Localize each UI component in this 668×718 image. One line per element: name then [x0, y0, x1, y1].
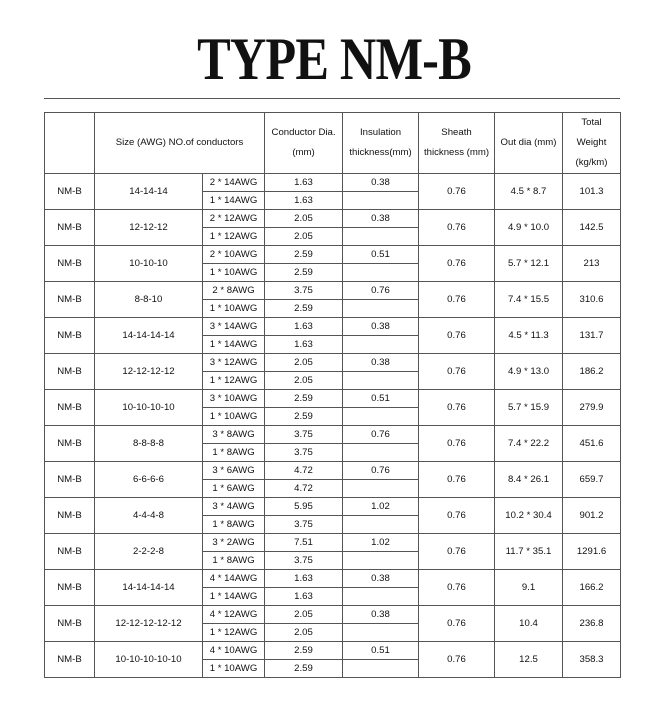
- cell-insulation: 0.76: [343, 282, 419, 300]
- header-sheath: [419, 113, 495, 174]
- page-title: TYPE NM-B: [197, 26, 471, 92]
- cell-insulation: 0.76: [343, 462, 419, 480]
- cell-conductors: 1 * 14AWG: [203, 336, 265, 354]
- cell-out-dia: 4.5 * 11.3: [495, 318, 563, 354]
- cell-insulation: [343, 660, 419, 678]
- cell-sheath: 0.76: [419, 282, 495, 318]
- cell-insulation: 0.38: [343, 570, 419, 588]
- table-row: [45, 354, 621, 372]
- cell-insulation: 1.02: [343, 498, 419, 516]
- cell-total-weight: 451.6: [563, 426, 621, 462]
- header-conductor-dia-line1: Conductor Dia.: [271, 127, 336, 138]
- table-row: [45, 570, 621, 588]
- cell-sheath: 0.76: [419, 246, 495, 282]
- cell-conductors: 1 * 10AWG: [203, 408, 265, 426]
- cell-insulation: [343, 552, 419, 570]
- cell-conductors: 4 * 14AWG: [203, 570, 265, 588]
- cell-sheath: 0.76: [419, 570, 495, 606]
- cell-insulation: [343, 300, 419, 318]
- cell-conductors: 2 * 12AWG: [203, 210, 265, 228]
- cell-insulation: [343, 264, 419, 282]
- table-row: [45, 174, 621, 192]
- cell-conductor-dia: 2.05: [265, 606, 343, 624]
- header-total-weight: [563, 113, 621, 174]
- cell-size: 8-8-8-8: [95, 426, 203, 462]
- cell-size: 10-10-10: [95, 246, 203, 282]
- cell-total-weight: 166.2: [563, 570, 621, 606]
- cell-total-weight: 310.6: [563, 282, 621, 318]
- cell-sheath: 0.76: [419, 354, 495, 390]
- cell-conductor-dia: 5.95: [265, 498, 343, 516]
- cell-conductor-dia: 2.59: [265, 300, 343, 318]
- cell-conductor-dia: 1.63: [265, 174, 343, 192]
- cell-conductors: 3 * 6AWG: [203, 462, 265, 480]
- cell-conductors: 1 * 10AWG: [203, 660, 265, 678]
- cell-out-dia: 4.9 * 13.0: [495, 354, 563, 390]
- cell-type: NM-B: [45, 318, 95, 354]
- cell-conductor-dia: 1.63: [265, 318, 343, 336]
- cell-insulation: 0.51: [343, 642, 419, 660]
- cell-conductors: 3 * 4AWG: [203, 498, 265, 516]
- header-insulation: [343, 113, 419, 174]
- cell-conductor-dia: 4.72: [265, 462, 343, 480]
- cell-size: 2-2-2-8: [95, 534, 203, 570]
- cell-sheath: 0.76: [419, 174, 495, 210]
- cell-sheath: 0.76: [419, 534, 495, 570]
- cell-conductors: 1 * 10AWG: [203, 300, 265, 318]
- cell-conductors: 4 * 12AWG: [203, 606, 265, 624]
- cell-out-dia: 12.5: [495, 642, 563, 678]
- cell-out-dia: 4.5 * 8.7: [495, 174, 563, 210]
- cell-conductor-dia: 1.63: [265, 192, 343, 210]
- cell-conductor-dia: 4.72: [265, 480, 343, 498]
- cell-insulation: [343, 228, 419, 246]
- cell-conductors: 1 * 8AWG: [203, 516, 265, 534]
- cell-out-dia: 5.7 * 12.1: [495, 246, 563, 282]
- cell-out-dia: 8.4 * 26.1: [495, 462, 563, 498]
- table-row: [45, 606, 621, 624]
- cell-insulation: 0.51: [343, 246, 419, 264]
- cell-size: 4-4-4-8: [95, 498, 203, 534]
- header-insulation-line2: thickness(mm): [349, 147, 412, 158]
- cell-conductor-dia: 2.05: [265, 624, 343, 642]
- cell-size: 10-10-10-10: [95, 390, 203, 426]
- cell-conductors: 1 * 12AWG: [203, 228, 265, 246]
- cell-insulation: 0.38: [343, 318, 419, 336]
- cell-out-dia: 7.4 * 22.2: [495, 426, 563, 462]
- cell-type: NM-B: [45, 354, 95, 390]
- header-conductor-dia-line2: (mm): [292, 147, 315, 158]
- cell-insulation: 0.38: [343, 354, 419, 372]
- table-row: [45, 246, 621, 264]
- cell-insulation: 0.38: [343, 174, 419, 192]
- cell-type: NM-B: [45, 606, 95, 642]
- cell-type: NM-B: [45, 642, 95, 678]
- cell-conductor-dia: 2.59: [265, 390, 343, 408]
- cell-total-weight: 131.7: [563, 318, 621, 354]
- cell-type: NM-B: [45, 570, 95, 606]
- table-row: [45, 426, 621, 444]
- cell-out-dia: 11.7 * 35.1: [495, 534, 563, 570]
- table-row: [45, 318, 621, 336]
- cell-size: 14-14-14-14: [95, 318, 203, 354]
- cell-conductors: 1 * 10AWG: [203, 264, 265, 282]
- cell-size: 12-12-12-12: [95, 354, 203, 390]
- title-divider: [44, 98, 620, 99]
- header-weight-line3: (kg/km): [575, 157, 608, 168]
- cell-conductor-dia: 2.59: [265, 642, 343, 660]
- cell-conductors: 2 * 10AWG: [203, 246, 265, 264]
- table-row: [45, 534, 621, 552]
- cell-conductors: 2 * 14AWG: [203, 174, 265, 192]
- cell-conductors: 1 * 8AWG: [203, 552, 265, 570]
- header-sheath-line2: thickness (mm): [424, 147, 490, 158]
- cell-total-weight: 213: [563, 246, 621, 282]
- cell-conductor-dia: 2.59: [265, 246, 343, 264]
- cell-insulation: 0.38: [343, 210, 419, 228]
- table-row: [45, 282, 621, 300]
- cell-conductor-dia: 2.05: [265, 228, 343, 246]
- cell-type: NM-B: [45, 246, 95, 282]
- header-sheath-line1: Sheath: [441, 127, 472, 138]
- header-insulation-line1: Insulation: [359, 127, 402, 138]
- cell-out-dia: 10.2 * 30.4: [495, 498, 563, 534]
- cell-conductors: 1 * 12AWG: [203, 624, 265, 642]
- cell-conductors: 3 * 8AWG: [203, 426, 265, 444]
- cell-type: NM-B: [45, 210, 95, 246]
- cell-conductors: 1 * 6AWG: [203, 480, 265, 498]
- table-body: [45, 174, 621, 678]
- cell-insulation: 0.38: [343, 606, 419, 624]
- cell-insulation: [343, 372, 419, 390]
- cell-size: 12-12-12: [95, 210, 203, 246]
- cell-insulation: 0.76: [343, 426, 419, 444]
- cell-total-weight: 901.2: [563, 498, 621, 534]
- header-size: Size (AWG) NO.of conductors: [95, 113, 265, 174]
- cell-conductors: 2 * 8AWG: [203, 282, 265, 300]
- cell-conductor-dia: 3.75: [265, 282, 343, 300]
- cell-out-dia: 5.7 * 15.9: [495, 390, 563, 426]
- cell-insulation: [343, 408, 419, 426]
- cell-type: NM-B: [45, 462, 95, 498]
- cell-sheath: 0.76: [419, 498, 495, 534]
- cell-conductor-dia: 2.05: [265, 372, 343, 390]
- table-row: [45, 210, 621, 228]
- cell-type: NM-B: [45, 534, 95, 570]
- cell-conductor-dia: 3.75: [265, 516, 343, 534]
- cell-sheath: 0.76: [419, 426, 495, 462]
- cell-insulation: [343, 480, 419, 498]
- cell-conductors: 1 * 14AWG: [203, 192, 265, 210]
- table-row: [45, 462, 621, 480]
- cell-insulation: 1.02: [343, 534, 419, 552]
- table-row: [45, 390, 621, 408]
- cell-total-weight: 236.8: [563, 606, 621, 642]
- cell-conductor-dia: 1.63: [265, 570, 343, 588]
- cell-sheath: 0.76: [419, 318, 495, 354]
- cell-conductor-dia: 2.05: [265, 210, 343, 228]
- cell-total-weight: 279.9: [563, 390, 621, 426]
- cell-total-weight: 186.2: [563, 354, 621, 390]
- cell-size: 14-14-14-14: [95, 570, 203, 606]
- cell-insulation: [343, 192, 419, 210]
- cell-total-weight: 1291.6: [563, 534, 621, 570]
- header-weight-line1: Total: [581, 117, 602, 128]
- cell-insulation: [343, 624, 419, 642]
- cell-conductors: 1 * 14AWG: [203, 588, 265, 606]
- cell-conductors: 3 * 12AWG: [203, 354, 265, 372]
- cell-sheath: 0.76: [419, 642, 495, 678]
- cell-total-weight: 358.3: [563, 642, 621, 678]
- cell-conductor-dia: 3.75: [265, 444, 343, 462]
- cell-insulation: [343, 516, 419, 534]
- cell-insulation: [343, 336, 419, 354]
- cell-type: NM-B: [45, 426, 95, 462]
- spec-table: [44, 112, 621, 678]
- cell-conductors: 1 * 8AWG: [203, 444, 265, 462]
- cell-conductor-dia: 2.05: [265, 354, 343, 372]
- header-row: [45, 113, 621, 174]
- cell-insulation: 0.51: [343, 390, 419, 408]
- cell-sheath: 0.76: [419, 390, 495, 426]
- cell-conductor-dia: 1.63: [265, 588, 343, 606]
- cell-size: 12-12-12-12-12: [95, 606, 203, 642]
- table-row: [45, 498, 621, 516]
- cell-insulation: [343, 588, 419, 606]
- cell-conductor-dia: 2.59: [265, 408, 343, 426]
- cell-size: 14-14-14: [95, 174, 203, 210]
- cell-out-dia: 7.4 * 15.5: [495, 282, 563, 318]
- cell-out-dia: 10.4: [495, 606, 563, 642]
- cell-type: NM-B: [45, 498, 95, 534]
- header-type: [45, 113, 95, 174]
- table-row: [45, 642, 621, 660]
- cell-conductor-dia: 2.59: [265, 660, 343, 678]
- cell-out-dia: 9.1: [495, 570, 563, 606]
- cell-conductors: 3 * 14AWG: [203, 318, 265, 336]
- header-conductor-dia: [265, 113, 343, 174]
- cell-conductors: 1 * 12AWG: [203, 372, 265, 390]
- cell-size: 10-10-10-10-10: [95, 642, 203, 678]
- cell-conductors: 4 * 10AWG: [203, 642, 265, 660]
- cell-conductor-dia: 3.75: [265, 552, 343, 570]
- header-weight-line2: Weight: [576, 137, 607, 148]
- cell-conductors: 3 * 10AWG: [203, 390, 265, 408]
- cell-conductor-dia: 7.51: [265, 534, 343, 552]
- cell-size: 8-8-10: [95, 282, 203, 318]
- cell-conductor-dia: 3.75: [265, 426, 343, 444]
- cell-conductor-dia: 2.59: [265, 264, 343, 282]
- header-out-dia: Out dia (mm): [495, 113, 563, 174]
- cell-sheath: 0.76: [419, 210, 495, 246]
- cell-size: 6-6-6-6: [95, 462, 203, 498]
- cell-conductors: 3 * 2AWG: [203, 534, 265, 552]
- cell-sheath: 0.76: [419, 462, 495, 498]
- cell-total-weight: 142.5: [563, 210, 621, 246]
- cell-conductor-dia: 1.63: [265, 336, 343, 354]
- cell-type: NM-B: [45, 282, 95, 318]
- cell-type: NM-B: [45, 174, 95, 210]
- cell-out-dia: 4.9 * 10.0: [495, 210, 563, 246]
- cell-sheath: 0.76: [419, 606, 495, 642]
- cell-total-weight: 659.7: [563, 462, 621, 498]
- cell-total-weight: 101.3: [563, 174, 621, 210]
- cell-type: NM-B: [45, 390, 95, 426]
- cell-insulation: [343, 444, 419, 462]
